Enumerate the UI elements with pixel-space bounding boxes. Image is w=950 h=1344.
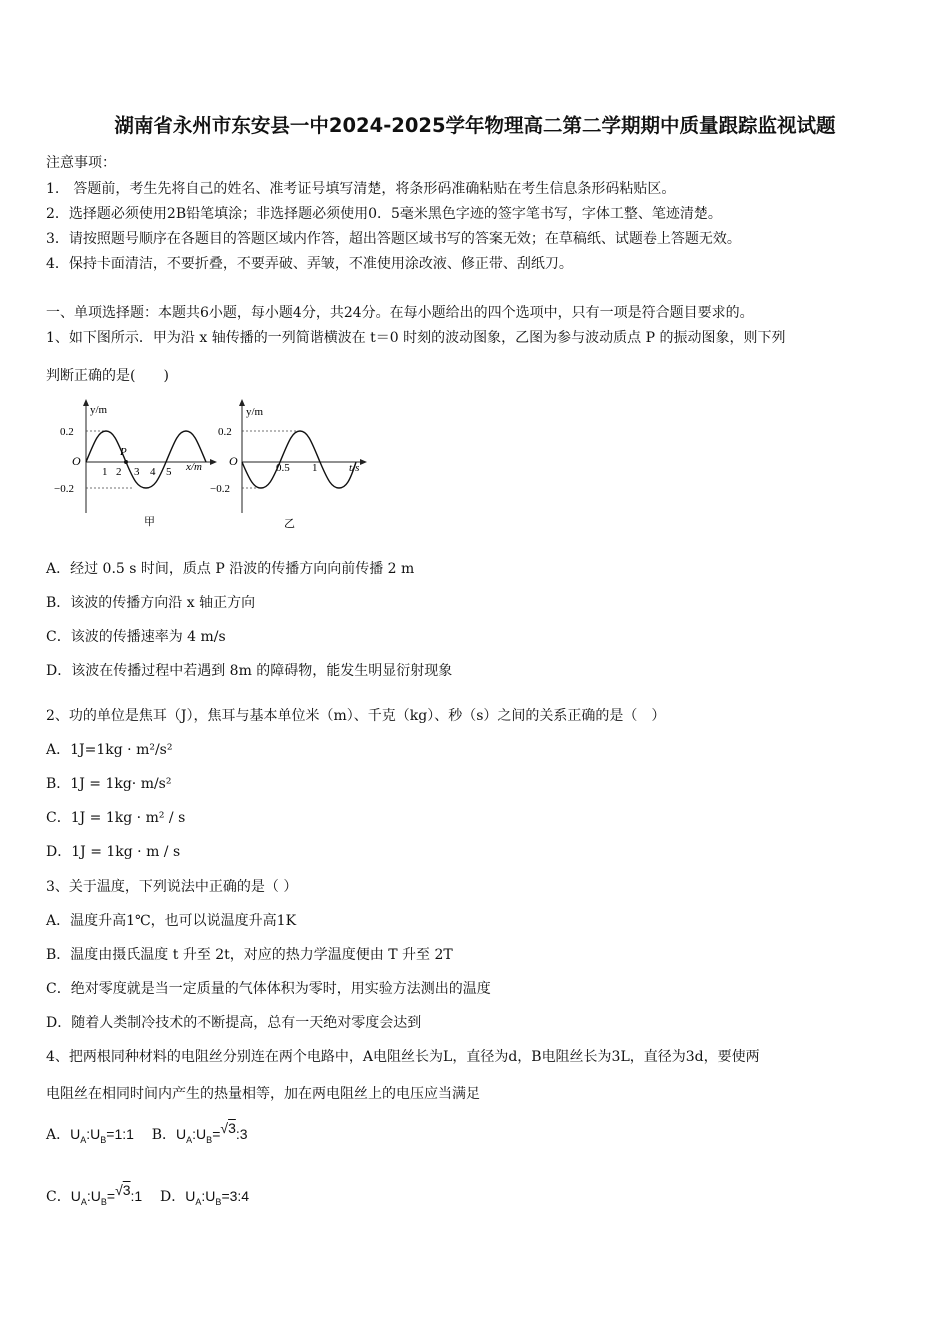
q2-option-d[interactable]: D．1J = 1kg · m / s [46,844,181,860]
right-ylabel: y/m [246,406,264,418]
page-title: 湖南省永州市东安县一中2024-2025学年物理高二第二学期期中质量跟踪监视试题 [114,114,836,137]
notice-item: 1. 答题前，考生先将自己的姓名、准考证号填写清楚，将条形码准确粘贴在考生信息条形码粘贴区。 [46,181,676,197]
q2-stem: 2、功的单位是焦耳（J），焦耳与基本单位米（m）、千克（kg）、秒（s）之间的关系正确的是（ ） [46,708,666,724]
right-ybottom: −0.2 [210,483,230,495]
right-xlabel: t/s [349,462,360,474]
notice-heading: 注意事项： [46,155,116,171]
q3-stem: 3、关于温度，下列说法中正确的是（ ） [46,879,298,895]
vibration-graph-right [210,399,367,530]
q4-options-row1 [46,1120,248,1145]
right-xtick: 1 [312,462,318,474]
q4-option-a[interactable]: A．$U_A:U_B=1:1$ [46,1126,134,1145]
left-ybottom: −0.2 [54,483,74,495]
left-xtick: 2 [116,466,122,478]
q4-stem: 电阻丝在相同时间内产生的热量相等，加在两电阻丝上的电压应当满足 [46,1086,480,1102]
q2-option-c[interactable]: C．1J = 1kg · m² / s [46,810,186,826]
q2-option-b[interactable]: B．1J = 1kg· m/s² [46,776,172,792]
q4-option-c[interactable]: C．$U_A:U_B=√3:1$ [46,1182,143,1207]
right-ytop: 0.2 [218,426,232,438]
q4-option-b[interactable]: B．$U_A:U_B=√3:3$ [151,1120,248,1145]
left-xtick: 4 [150,466,156,478]
section-heading: 一、单项选择题：本题共6小题，每小题4分，共24分。在每小题给出的四个选项中，只有一项是符合题目要求的。 [46,305,754,321]
left-ylabel: y/m [90,404,108,416]
point-p-label: P [120,446,127,458]
left-xtick: 1 [102,466,108,478]
left-xtick: 3 [134,466,140,478]
q3-option-a[interactable]: A．温度升高1℃，也可以说温度升高1K [46,913,297,929]
q4-options-row2 [46,1182,250,1207]
q3-option-b[interactable]: B．温度由摄氏温度 t 升至 2t，对应的热力学温度便由 T 升至 2T [46,947,453,963]
left-origin: O [72,454,81,468]
notice-item: 2．选择题必须使用2B铅笔填涂；非选择题必须使用0．5毫米黑色字迹的签字笔书写，字体工整、笔迹清楚。 [46,206,722,222]
wave-graph-left [54,399,217,528]
left-caption: 甲 [144,516,155,528]
q1-option-d[interactable]: D．该波在传播过程中若遇到 8m 的障碍物，能发生明显衍射现象 [46,663,453,679]
q1-option-b[interactable]: B．该波的传播方向沿 x 轴正方向 [46,595,256,611]
right-caption: 乙 [284,518,295,530]
q3-option-c[interactable]: C．绝对零度就是当一定质量的气体体积为零时，用实验方法测出的温度 [46,981,491,997]
q1-stem: 判断正确的是( ) [46,368,169,384]
notice-item: 3．请按照题号顺序在各题目的答题区域内作答，超出答题区域书写的答案无效；在草稿纸、试题卷上答题无效。 [46,231,741,247]
left-ytop: 0.2 [60,426,74,438]
q4-option-d[interactable]: D．$U_A:U_B=3:4$ [160,1188,250,1207]
right-origin: O [229,454,238,468]
q1-stem: 1、如下图所示．甲为沿 x 轴传播的一列简谐横波在 t＝0 时刻的波动图象，乙图为参与波动质点 P 的振动图象，则下列 [46,330,786,346]
notice-item: 4．保持卡面清洁，不要折叠，不要弄破、弄皱，不准使用涂改液、修正带、刮纸刀。 [46,256,573,272]
q1-option-c[interactable]: C．该波的传播速率为 4 m/s [46,629,226,645]
left-xtick: 5 [166,466,172,478]
right-xtick: 0.5 [276,462,290,474]
left-xlabel: x/m [186,461,202,473]
q2-option-a[interactable]: A．1J=1kg · m²/s² [46,742,173,758]
q3-option-d[interactable]: D．随着人类制冷技术的不断提高，总有一天绝对零度会达到 [46,1015,422,1031]
wave-figure [46,395,376,545]
q1-option-a[interactable]: A．经过 0.5 s 时间，质点 P 沿波的传播方向向前传播 2 m [46,561,415,577]
q4-stem: 4、把两根同种材料的电阻丝分别连在两个电路中，A电阻丝长为L，直径为d，B电阻丝长为3L，直径为3d，要使两 [46,1049,760,1065]
